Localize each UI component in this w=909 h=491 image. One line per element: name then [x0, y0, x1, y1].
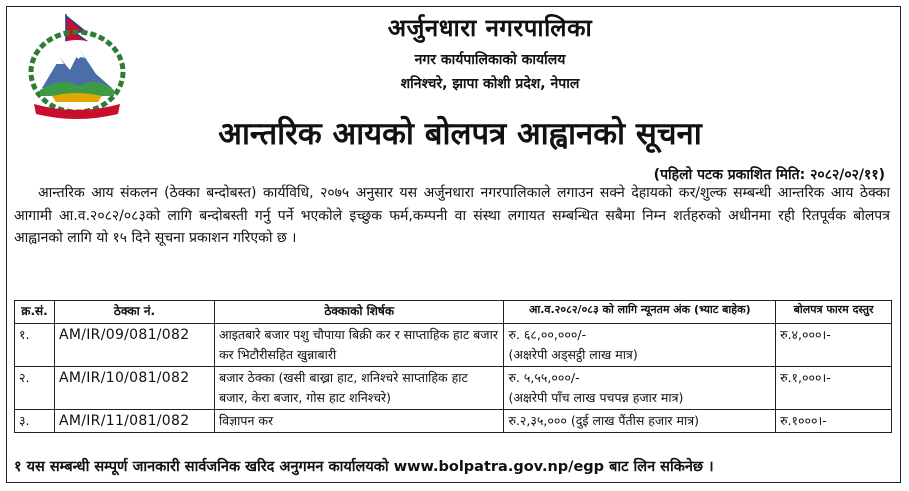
table-row — [15, 367, 892, 410]
row-min — [504, 324, 776, 367]
row-fee: रु.१०००।- — [776, 410, 892, 433]
published-date: (पहिलो पटक प्रकाशित मिति: २०८२/०२/११) — [653, 167, 885, 183]
row-sn: १. — [15, 324, 55, 367]
row-min — [504, 410, 776, 433]
nepal-government-emblem-icon — [18, 12, 136, 124]
row-code: AM/IR/09/081/082 — [54, 324, 214, 367]
row-title: बजार ठेक्का (खसी बाख्रा हाट, शनिश्चरे साप्ताहिक हाट बजार, केरा बजार, गोस हाट शनिश्चरे) — [214, 367, 504, 410]
tender-table — [14, 300, 892, 433]
row-min — [504, 367, 776, 410]
organization-name: अर्जुनधारा नगरपालिका — [387, 14, 593, 42]
row-code: AM/IR/11/081/082 — [54, 410, 214, 433]
notice-title: आन्तरिक आयको बोलपत्र आह्वानको सूचना — [218, 116, 702, 152]
footer-note: १ यस सम्बन्धी सम्पूर्ण जानकारी सार्वजनिक खरिद अनुगमन कार्यालयको www.bolpatra.gov.np/egp बाट लिन सकिनेछ । — [14, 459, 714, 475]
col-header-sn: क्र.सं. — [15, 301, 55, 324]
row-sn: ३. — [15, 410, 55, 433]
row-fee: रु.४,०००।- — [776, 324, 892, 367]
col-header-fee: बोलपत्र फारम दस्तुर — [776, 301, 892, 324]
row-title: आइतबारे बजार पशु चौपाया बिक्री कर र साप्ताहिक हाट बजार कर भिटौरीसहित खुन्नाबारी — [214, 324, 504, 367]
table-row — [15, 324, 892, 367]
row-min-words: (अक्षरेपी पाँच लाख पचपन्न हजार मात्र) — [508, 390, 684, 405]
row-fee: रु.१,०००।- — [776, 367, 892, 410]
table-header-row — [15, 301, 892, 324]
col-header-min: आ.व.२०८२/०८३ को लागि न्यूनतम अंक (भ्याट बाहेक) — [504, 301, 776, 324]
row-min-amount: रु. ६८,००,०००/- — [508, 327, 587, 342]
row-sn: २. — [15, 367, 55, 410]
col-header-code: ठेक्का नं. — [54, 301, 214, 324]
table-row — [15, 410, 892, 433]
row-title: विज्ञापन कर — [214, 410, 504, 433]
office-address: शनिश्चरे, झापा कोशी प्रदेश, नेपाल — [400, 76, 580, 92]
intro-paragraph: आन्तरिक आय संकलन (ठेक्का बन्दोबस्त) कार्यविधि, २०७५ अनुसार यस अर्जुनधारा नगरपालिकाले लगाउन सक्ने देहायको कर/शुल्क सम्बन्धी आन्तरिक आय ठेक्का आगामी आ.व.२०८२/०८३को लागि बन्दोबस्ती गर्नु पर्ने भएकोले इच्छुक फर्म,कम्पनी वा संस्था लगायत सम्बन्धित सबैमा निम्न शर्तहरुको अधीनमा रही रितपूर्वक बोलपत्र आह्वानको लागि यो १५ दिने सूचना प्रकाशन गरिएको छ । — [14, 185, 890, 246]
col-header-title: ठेक्काको शिर्षक — [214, 301, 504, 324]
row-min-words: (अक्षरेपी अड्सट्ठी लाख मात्र) — [508, 347, 638, 362]
row-min-amount: रु. ५,५५,०००/- — [508, 370, 580, 385]
letterhead — [220, 8, 760, 96]
row-min-amount: रु.२,३५,००० (दुई लाख पैंतीस हजार मात्र) — [508, 413, 700, 428]
row-code: AM/IR/10/081/082 — [54, 367, 214, 410]
office-name: नगर कार्यपालिकाको कार्यालय — [414, 52, 566, 68]
